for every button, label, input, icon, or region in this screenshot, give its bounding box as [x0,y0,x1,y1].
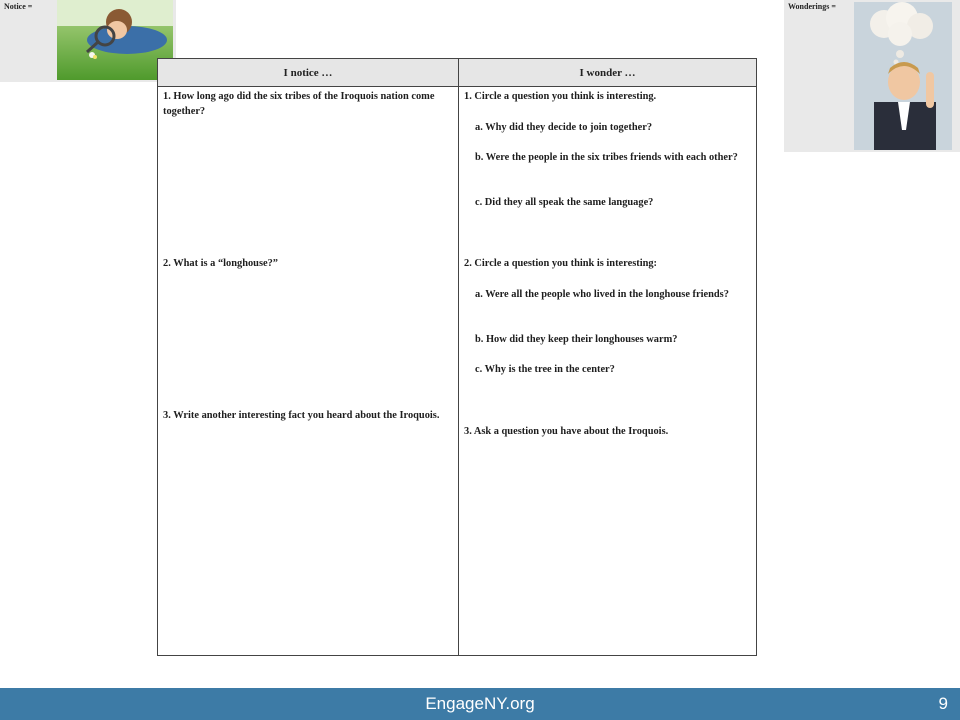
wonderings-label: Wonderings = [788,2,836,11]
footer-bar [0,688,960,720]
wonder-option-2c: c. Why is the tree in the center? [475,364,615,375]
wonder-option-2b: b. How did they keep their longhouses warm? [475,334,678,345]
wonder-prompt-1: 1. Circle a question you think is interesting. [464,91,657,102]
wonder-option-2a: a. Were all the people who lived in the longhouse friends? [475,289,729,300]
boy-wondering-image [854,2,952,150]
notice-column [158,59,459,655]
wonder-option-1a: a. Why did they decide to join together? [475,122,653,133]
notice-item-3: 3. Write another interesting fact you heard about the Iroquois. [163,410,440,421]
wonder-column [459,59,756,655]
notice-picture-card [0,0,176,82]
wonder-prompt-3: 3. Ask a question you have about the Iroquois. [464,426,669,437]
notice-wonder-worksheet [157,58,757,656]
wonder-column-header: I wonder … [459,59,756,87]
notice-item-2: 2. What is a “longhouse?” [163,258,278,269]
page-number: 9 [938,694,948,713]
wonder-option-1c: c. Did they all speak the same language? [475,197,654,208]
wonderings-picture-card [784,0,960,152]
wonder-option-1b: b. Were the people in the six tribes friends with each other? [475,152,738,163]
notice-column-header: I notice … [158,59,458,87]
notice-item-1: 1. How long ago did the six tribes of the Iroquois nation come together? [163,91,435,117]
footer-brand-link[interactable]: EngageNY.org [425,694,535,713]
boy-with-magnifying-glass-image [57,0,173,80]
notice-label: Notice = [4,2,33,11]
wonder-prompt-2: 2. Circle a question you think is interesting: [464,258,658,269]
